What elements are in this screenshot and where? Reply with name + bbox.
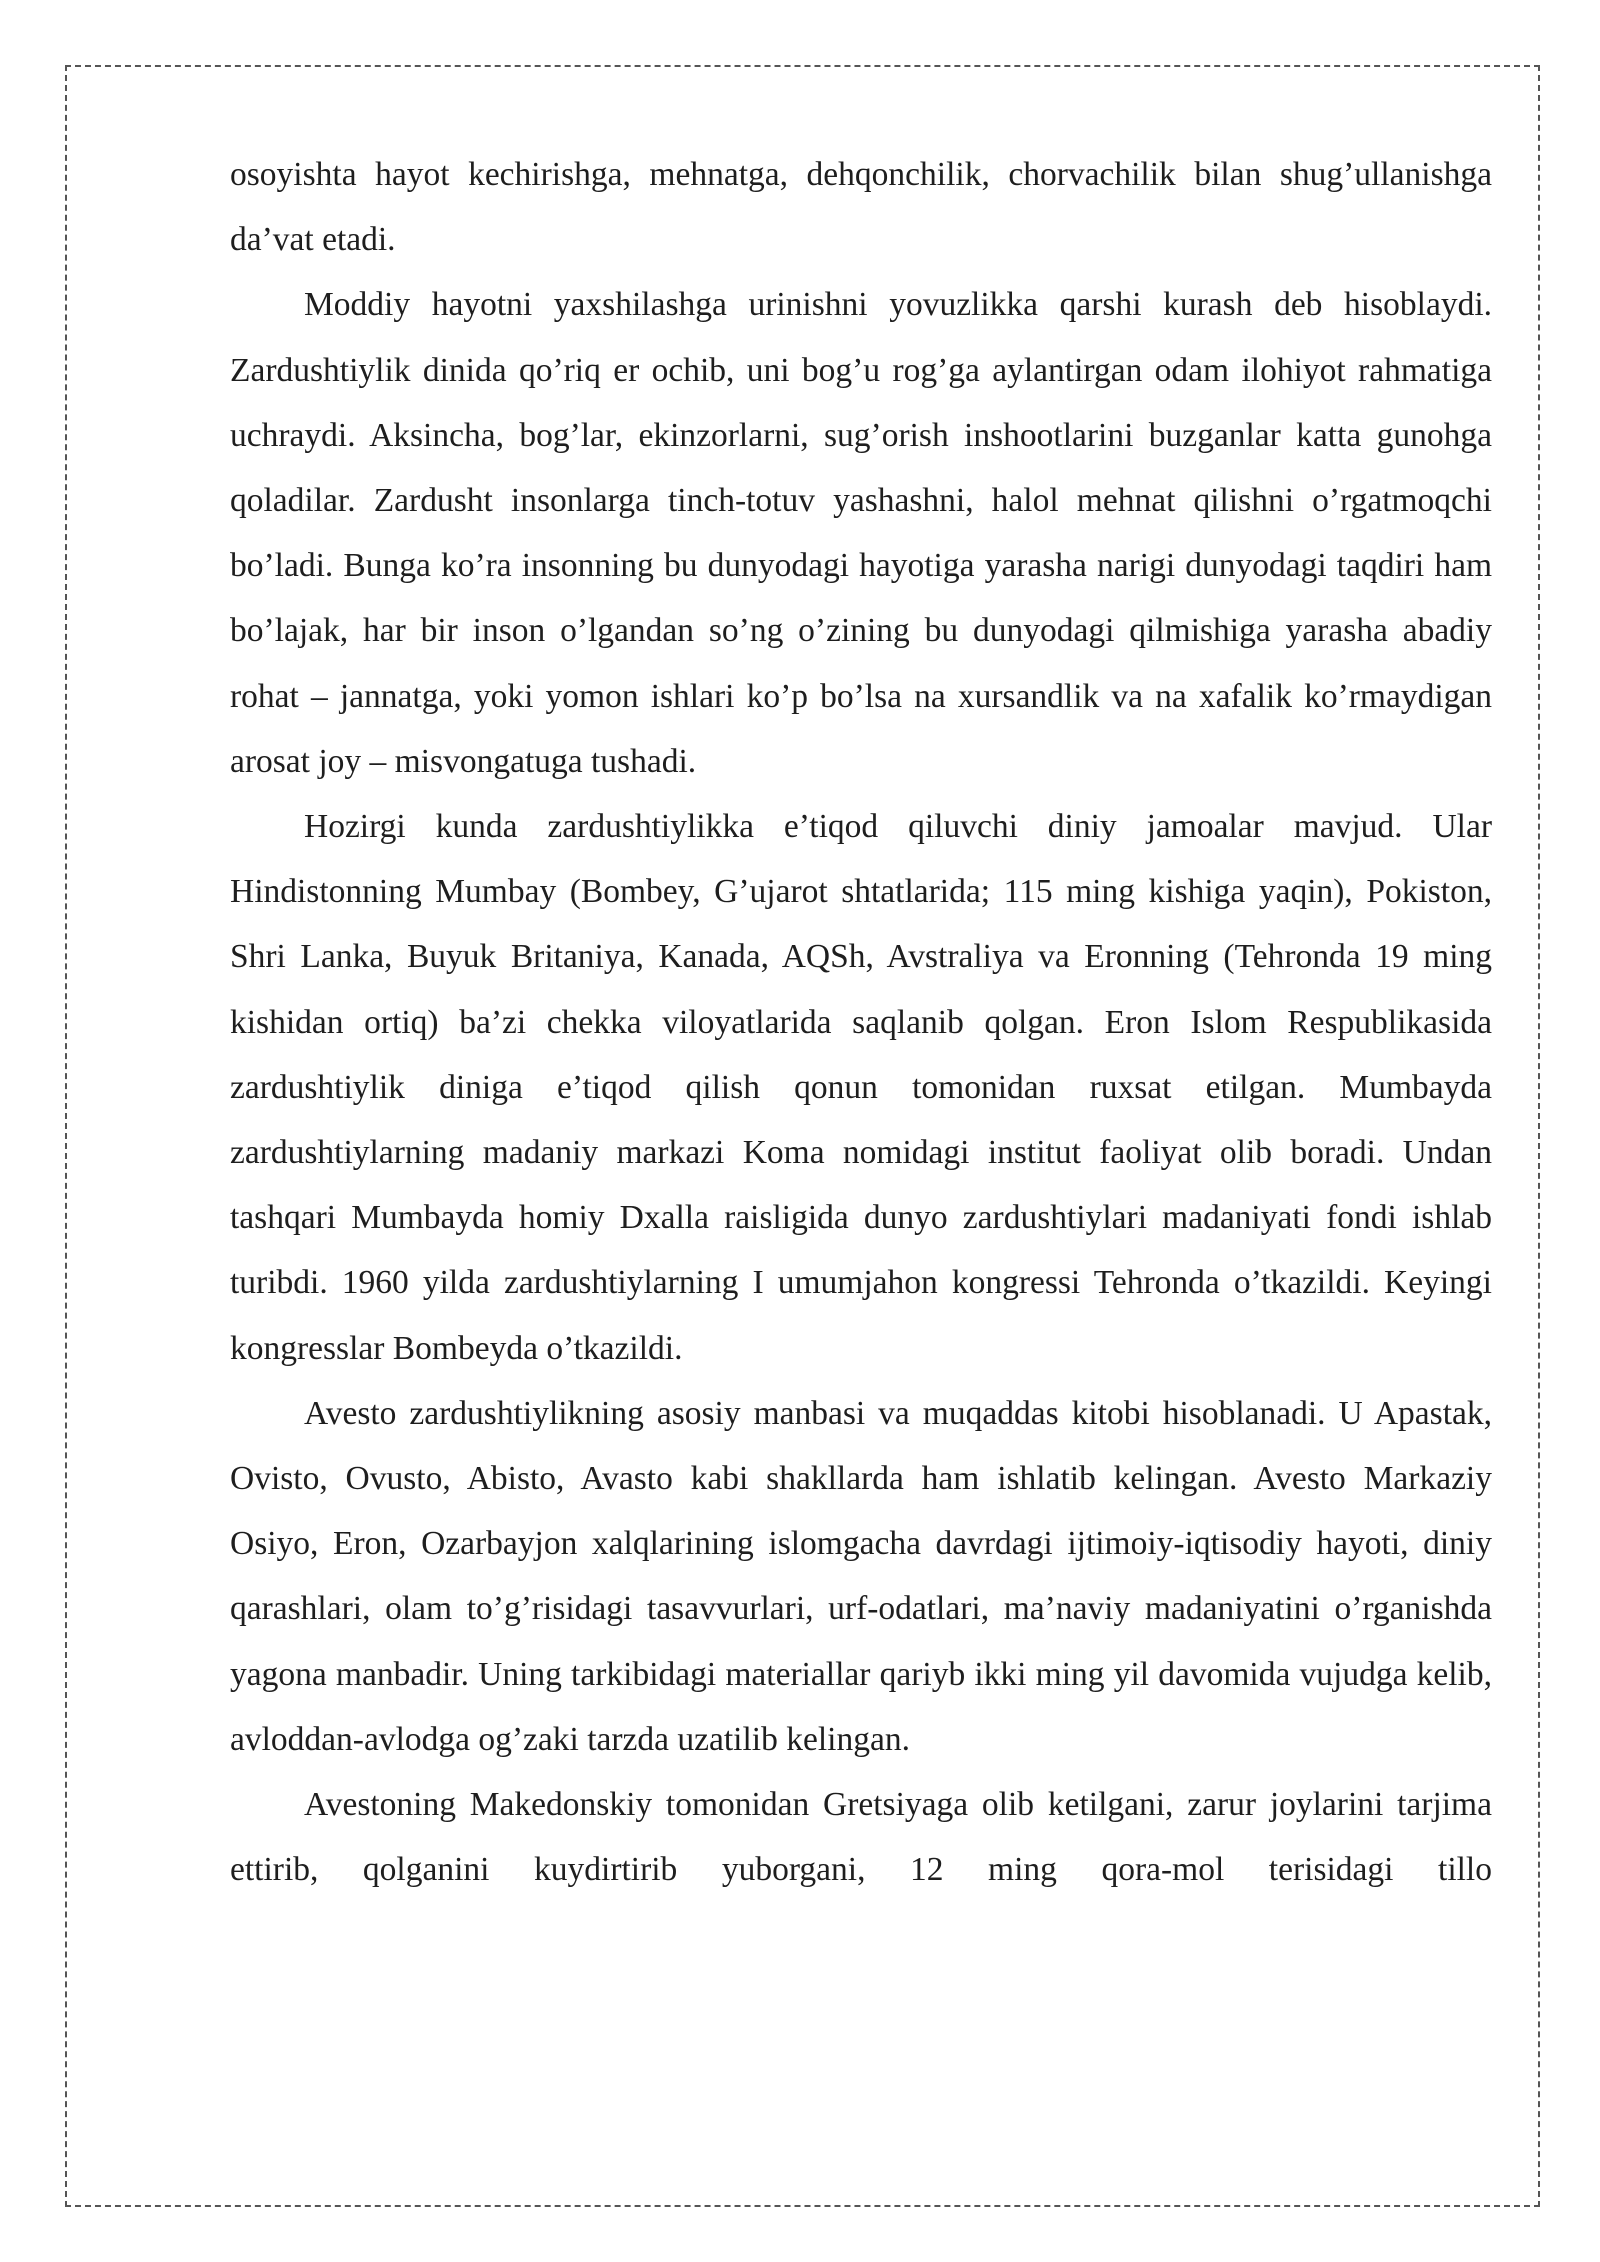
paragraph-5: Avestoning Makedonskiy tomonidan Gretsiyaga olib ketilgani, zarur joylarini tarjima ettirib, qolganini kuydirtirib yuborgani, 12 ming qora-mol terisidagi tillo bbox=[230, 1786, 1492, 1889]
document-body bbox=[230, 142, 1492, 1902]
paragraph-2: Moddiy hayotni yaxshilashga urinishni yovuzlikka qarshi kurash deb hisoblaydi. Zardushtiylik dinida qo’riq er ochib, uni bog’u rog’ga aylantirgan odam ilohiyot rahmatiga uchraydi. Aksincha, bog’lar, ekinzorlarni, sug’orish inshootlarini buzganlar katta gunohga qoladilar. Zardusht insonlarga tinch-totuv yashashni, halol mehnat qilishni o’rgatmoqchi bo’ladi. Bunga ko’ra insonning bu dunyodagi hayotiga yarasha narigi dunyodagi taqdiri ham bo’lajak, har bir inson o’lgandan so’ng o’zining bu dunyodagi qilmishiga yarasha abadiy rohat – jannatga, yoki yomon ishlari ko’p bo’lsa na xursandlik va na xafalik ko’rmaydigan arosat joy – misvongatuga tushadi. bbox=[230, 286, 1492, 780]
paragraph-1: osoyishta hayot kechirishga, mehnatga, dehqonchilik, chorvachilik bilan shug’ullanishga da’vat etadi. bbox=[230, 156, 1492, 259]
paragraph-4: Avesto zardushtiylikning asosiy manbasi va muqaddas kitobi hisoblanadi. U Apastak, Ovisto, Ovusto, Abisto, Avasto kabi shakllarda ham ishlatib kelingan. Avesto Markaziy Osiyo, Eron, Ozarbayjon xalqlarining islomgacha davrdagi ijtimoiy-iqtisodiy hayoti, diniy qarashlari, olam to’g’risidagi tasavvurlari, urf-odatlari, ma’naviy madaniyatini o’rganishda yagona manbadir. Uning tarkibidagi materiallar qariyb ikki ming yil davomida vujudga kelib, avloddan-avlodga og’zaki tarzda uzatilib kelingan. bbox=[230, 1394, 1492, 1758]
paragraph-3: Hozirgi kunda zardushtiylikka e’tiqod qiluvchi diniy jamoalar mavjud. Ular Hindistonning Mumbay (Bombey, G’ujarot shtatlarida; 115 ming kishiga yaqin), Pokiston, Shri Lanka, Buyuk Britaniya, Kanada, AQSh, Avstraliya va Eronning (Tehronda 19 ming kishidan ortiq) ba’zi chekka viloyatlarida saqlanib qolgan. Eron Islom Respublikasida zardushtiylik diniga e’tiqod qilish qonun tomonidan ruxsat etilgan. Mumbayda zardushtiylarning madaniy markazi Koma nomidagi institut faoliyat olib boradi. Undan tashqari Mumbayda homiy Dxalla raisligida dunyo zardushtiylari madaniyati fondi ishlab turibdi. 1960 yilda zardushtiylarning I umumjahon kongressi Tehronda o’tkazildi. Keyingi kongresslar Bombeyda o’tkazildi. bbox=[230, 808, 1492, 1367]
